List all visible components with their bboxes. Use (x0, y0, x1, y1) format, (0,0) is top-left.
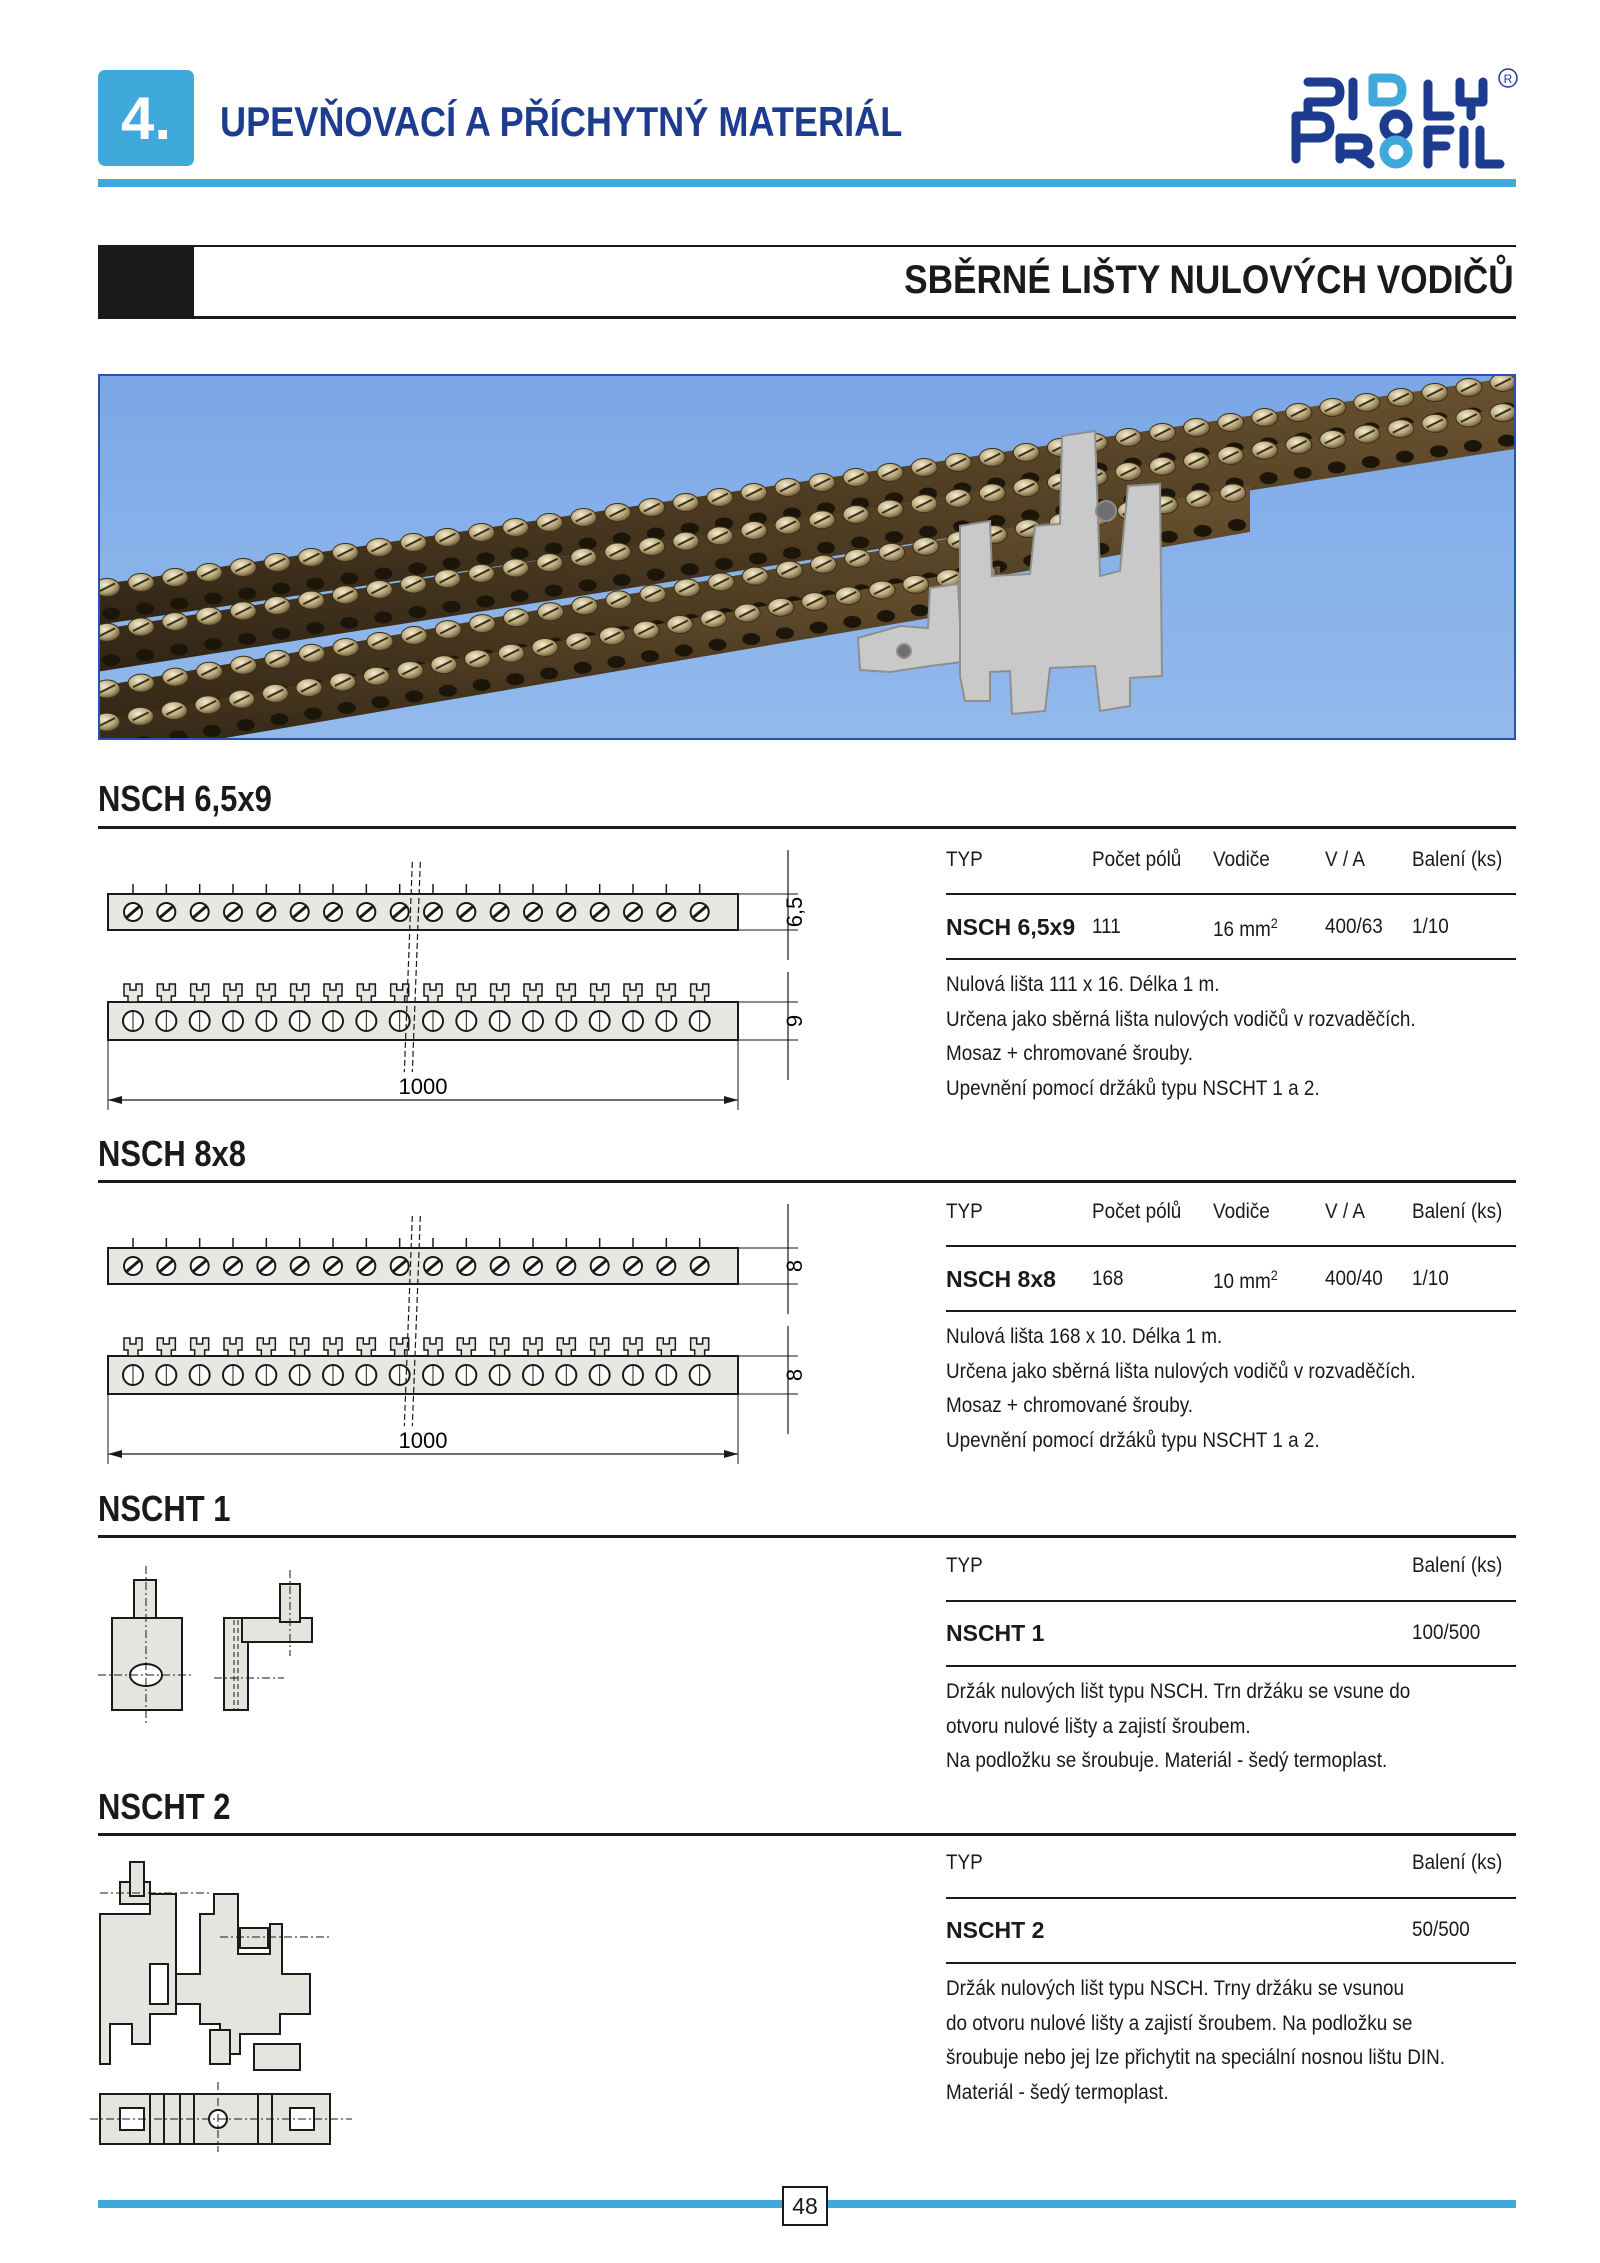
product-description (946, 1675, 1410, 1779)
cell-poles: 111 (1092, 915, 1121, 938)
description-line: Nulová lišta 168 x 10. Délka 1 m. (946, 1325, 1223, 1348)
col-header-poles: Počet pólů (1092, 1200, 1182, 1223)
section-marker-block (98, 245, 194, 319)
col-header-typ: TYP (946, 1851, 983, 1874)
col-header-wire: Vodiče (1213, 1200, 1270, 1223)
cell-wire (1213, 1267, 1278, 1294)
svg-text:R: R (1503, 72, 1513, 86)
table-rule (946, 1310, 1516, 1312)
cell-va: 400/40 (1325, 1267, 1383, 1290)
cell-pack: 1/10 (1412, 915, 1449, 938)
polyprofil-logo (1278, 64, 1518, 174)
table-rule (946, 1962, 1516, 1964)
col-header-typ: TYP (946, 1554, 983, 1577)
technical-drawing-nsch-8x8 (98, 1196, 818, 1476)
dim-label-length: 1000 (398, 1428, 448, 1453)
product-description (946, 1972, 1445, 2110)
description-line: do otvoru nulové lišty a zajistí šroubem. Na podložku se (946, 2011, 1413, 2035)
technical-drawing-nscht-2 (90, 1854, 370, 2154)
cell-typ: NSCHT 2 (946, 1917, 1045, 1943)
cell-typ: NSCH 8x8 (946, 1266, 1056, 1292)
chapter-title: UPEVŇOVACÍ A PŘÍCHYTNÝ MATERIÁL (220, 98, 903, 145)
section-title: SBĚRNÉ LIŠTY NULOVÝCH VODIČŮ (904, 258, 1514, 302)
cell-va: 400/63 (1325, 915, 1383, 938)
description-line: Mosaz + chromované šrouby. (946, 1042, 1194, 1065)
cell-typ: NSCH 6,5x9 (946, 914, 1076, 940)
cell-pack: 100/500 (1412, 1621, 1481, 1644)
description-line: Určena jako sběrná lišta nulových vodičů v rozvaděčích. (946, 1359, 1416, 1383)
product-heading-nscht-2: NSCHT 2 (98, 1786, 231, 1827)
product-description (946, 968, 1416, 1106)
description-line: Upevnění pomocí držáků typu NSCHT 1 a 2. (946, 1076, 1320, 1100)
description-line: Držák nulových lišt typu NSCH. Trny držáku se vsunou (946, 1977, 1404, 2000)
chapter-number: 4. (120, 84, 172, 152)
cell-wire (1213, 915, 1278, 942)
product-heading-nsch-65x9: NSCH 6,5x9 (98, 778, 272, 819)
description-line: Na podložku se šroubuje. Materiál - šedý termoplast. (946, 1749, 1388, 1772)
col-header-va: V / A (1325, 1200, 1365, 1223)
chapter-number-badge (98, 70, 194, 166)
cell-typ: NSCHT 1 (946, 1620, 1045, 1646)
cell-wire-sup: 2 (1270, 915, 1278, 931)
description-line: Mosaz + chromované šrouby. (946, 1394, 1194, 1417)
description-line: Upevnění pomocí držáků typu NSCHT 1 a 2. (946, 1428, 1320, 1452)
col-header-pack: Balení (ks) (1412, 1851, 1503, 1874)
header-rule (98, 179, 1516, 187)
col-header-wire: Vodiče (1213, 848, 1270, 871)
dim-label-bottom: 8 (782, 1368, 807, 1382)
dim-label-top: 6,5 (782, 896, 807, 928)
cell-wire-sup: 2 (1270, 1267, 1278, 1283)
section-line-top (98, 245, 1516, 247)
description-line: Držák nulových lišt typu NSCH. Trn držáku se vsune do (946, 1680, 1411, 1703)
description-line: šroubuje nebo jej lze přichytit na speciální nosnou lištu DIN. (946, 2046, 1446, 2069)
section-line-bottom (98, 316, 1516, 319)
cell-wire-value: 16 mm (1213, 918, 1271, 941)
col-header-pack: Balení (ks) (1412, 1554, 1503, 1577)
description-line: Nulová lišta 111 x 16. Délka 1 m. (946, 973, 1220, 996)
cell-pack: 1/10 (1412, 1267, 1449, 1290)
cell-poles: 168 (1092, 1267, 1124, 1290)
product-rule (98, 1535, 1516, 1538)
col-header-typ: TYP (946, 848, 983, 871)
col-header-va: V / A (1325, 848, 1365, 871)
table-rule (946, 1665, 1516, 1667)
product-rule (98, 826, 1516, 829)
cell-pack: 50/500 (1412, 1918, 1470, 1941)
description-line: otvoru nulové lišty a zajistí šroubem. (946, 1714, 1251, 1738)
dim-label-length: 1000 (398, 1074, 448, 1099)
table-rule (946, 1245, 1516, 1247)
cell-wire-value: 10 mm (1213, 1270, 1271, 1293)
description-line: Určena jako sběrná lišta nulových vodičů v rozvaděčích. (946, 1007, 1416, 1031)
technical-drawing-nsch-65x9 (98, 842, 818, 1122)
page-number: 48 (782, 2186, 828, 2226)
col-header-pack: Balení (ks) (1412, 1200, 1503, 1223)
col-header-poles: Počet pólů (1092, 848, 1182, 871)
technical-drawing-nscht-1 (98, 1560, 338, 1730)
product-rule (98, 1180, 1516, 1183)
dim-label-top: 8 (782, 1259, 807, 1273)
product-heading-nsch-8x8: NSCH 8x8 (98, 1133, 246, 1174)
table-rule (946, 958, 1516, 960)
dim-label-bottom: 9 (782, 1014, 807, 1028)
table-rule (946, 1897, 1516, 1899)
table-rule (946, 893, 1516, 895)
table-rule (946, 1600, 1516, 1602)
col-header-typ: TYP (946, 1200, 983, 1223)
product-rule (98, 1833, 1516, 1836)
product-photo (98, 374, 1516, 740)
product-heading-nscht-1: NSCHT 1 (98, 1488, 231, 1529)
description-line: Materiál - šedý termoplast. (946, 2080, 1169, 2104)
product-description (946, 1320, 1416, 1458)
col-header-pack: Balení (ks) (1412, 848, 1503, 871)
